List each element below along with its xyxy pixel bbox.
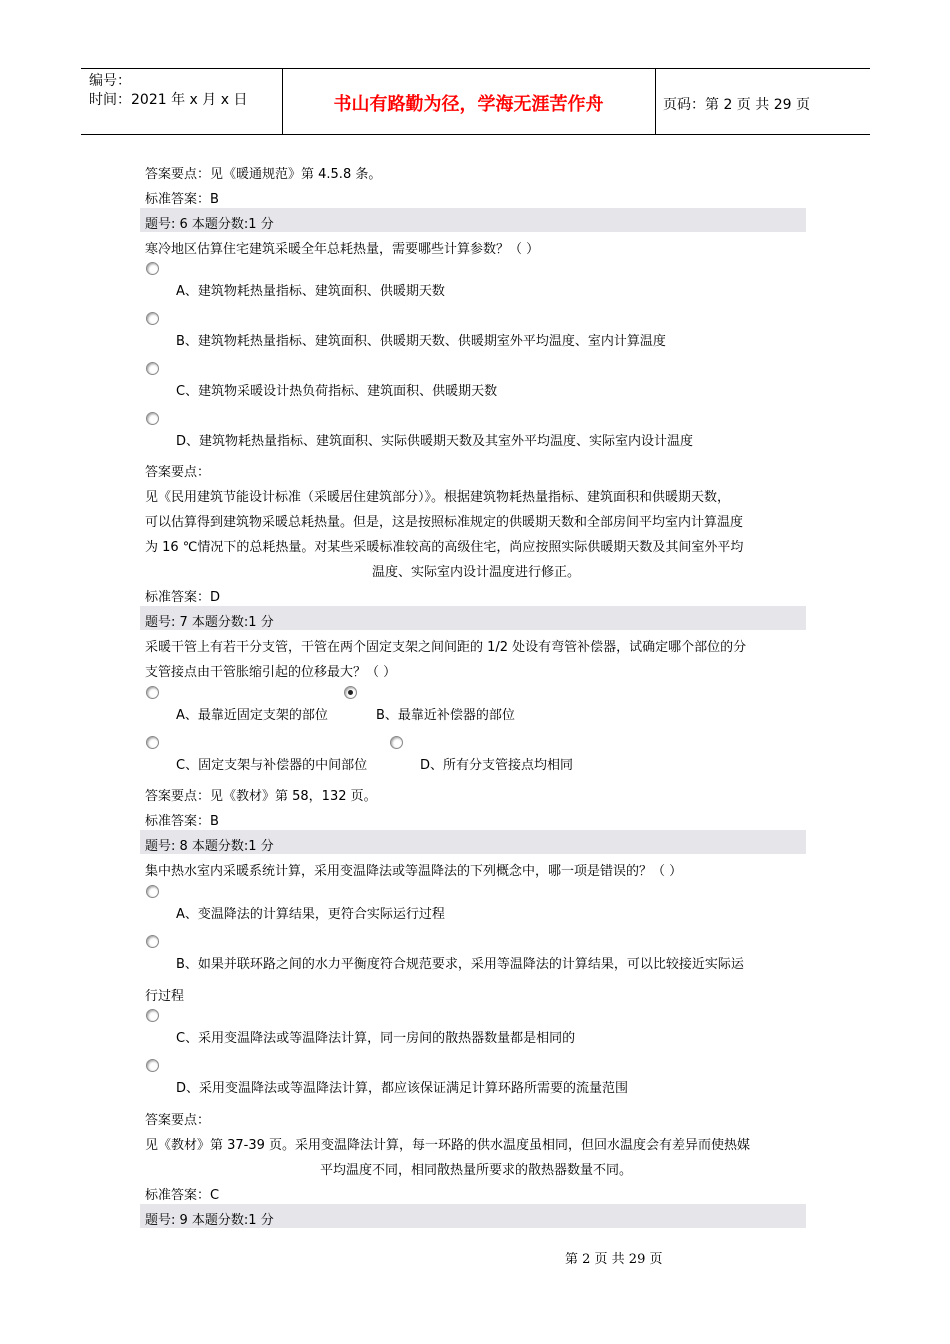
answer-explanation-line: 平均温度不同，相同散热量所要求的散热器数量不同。: [319, 1163, 632, 1178]
number-label: 编号：: [89, 73, 131, 89]
header-top-rule: [81, 68, 870, 69]
question-text: 集中热水室内采暖系统计算，采用变温降法或等温降法的下列概念中，哪一项是错误的？（ ）: [145, 864, 683, 879]
radio-option-d[interactable]: [146, 1059, 159, 1072]
header-divider: [655, 68, 656, 135]
option-text: C、采用变温降法或等温降法计算，同一房间的散热器数量都是相同的: [176, 1031, 576, 1046]
question-header-bar: [140, 208, 806, 232]
standard-answer: 标准答案：B: [145, 192, 219, 207]
radio-option-a[interactable]: [146, 686, 159, 699]
option-text: B、如果并联环路之间的水力平衡度符合规范要求，采用等温降法的计算结果，可以比较接近实际运: [176, 957, 744, 972]
question-header-bar: [140, 1204, 806, 1228]
option-text: A、最靠近固定支架的部位: [176, 708, 328, 723]
standard-answer: 标准答案：D: [145, 590, 221, 605]
radio-option-c[interactable]: [146, 1009, 159, 1022]
option-text: D、所有分支管接点均相同: [420, 758, 574, 773]
header-bottom-rule: [81, 134, 870, 135]
answer-points-label: 答案要点：: [145, 465, 211, 480]
radio-option-c[interactable]: [146, 736, 159, 749]
radio-option-b-selected[interactable]: [344, 686, 357, 699]
answer-explanation-line: 见《民用建筑节能设计标准（采暖居住建筑部分）》。根据建筑物耗热量指标、建筑面积和供暖期天数，: [145, 490, 731, 505]
question-text: 支管接点由干管胀缩引起的位移最大？（ ）: [145, 665, 397, 680]
radio-option-c[interactable]: [146, 362, 159, 375]
question-text: 采暖干管上有若干分支管，干管在两个固定支架之间间距的 1/2 处设有弯管补偿器，试确定哪个部位的分: [145, 640, 747, 655]
page-header: [81, 68, 870, 136]
radio-option-a[interactable]: [146, 262, 159, 275]
answer-points: 答案要点：见《暖通规范》第 4.5.8 条。: [145, 167, 382, 182]
option-text: B、建筑物耗热量指标、建筑面积、供暖期天数、供暖期室外平均温度、室内计算温度: [176, 334, 666, 349]
header-left-cell: [89, 72, 247, 110]
option-text: C、建筑物采暖设计热负荷指标、建筑面积、供暖期天数: [176, 384, 498, 399]
radio-option-b[interactable]: [146, 935, 159, 948]
option-text: B、最靠近补偿器的部位: [376, 708, 515, 723]
option-text: D、采用变温降法或等温降法计算，都应该保证满足计算环路所需要的流量范围: [176, 1081, 629, 1096]
answer-points-label: 答案要点：: [145, 1113, 211, 1128]
radio-option-d[interactable]: [390, 736, 403, 749]
question-header-label: 题号: 6 本题分数:1 分: [145, 217, 274, 232]
question-header-label: 题号: 9 本题分数:1 分: [145, 1213, 274, 1228]
option-text: C、固定支架与补偿器的中间部位: [176, 758, 368, 773]
answer-points: 答案要点：见《教材》第 58，132 页。: [145, 789, 377, 804]
answer-explanation-line: 可以估算得到建筑物采暖总耗热量。但是，这是按照标准规定的供暖期天数和全部房间平均室内计算温度: [145, 515, 744, 530]
radio-option-a[interactable]: [146, 885, 159, 898]
question-header-label: 题号: 8 本题分数:1 分: [145, 839, 274, 854]
standard-answer: 标准答案：B: [145, 814, 219, 829]
answer-explanation-line: 为 16 ℃情况下的总耗热量。对某些采暖标准较高的高级住宅，尚应按照实际供暖期天数及其间室外平均: [145, 540, 744, 555]
page-footer: 第 2 页 共 29 页: [565, 1252, 663, 1267]
question-header-bar: [140, 830, 806, 854]
question-text: 寒冷地区估算住宅建筑采暖全年总耗热量，需要哪些计算参数？（ ）: [145, 242, 540, 257]
header-page-code: 页码：第 2 页 共 29 页: [663, 97, 810, 113]
header-motto: 书山有路勤为径，学海无涯苦作舟: [333, 94, 604, 115]
answer-explanation-line: 温度、实际室内设计温度进行修正。: [371, 565, 580, 580]
option-text: D、建筑物耗热量指标、建筑面积、实际供暖期天数及其室外平均温度、实际室内设计温度: [176, 434, 694, 449]
option-text-wrap: 行过程: [145, 989, 185, 1004]
option-text: A、变温降法的计算结果，更符合实际运行过程: [176, 907, 445, 922]
answer-explanation-line: 见《教材》第 37-39 页。采用变温降法计算，每一环路的供水温度虽相同，但回水温度会有差异而使热媒: [145, 1138, 751, 1153]
radio-option-b[interactable]: [146, 312, 159, 325]
radio-option-d[interactable]: [146, 412, 159, 425]
time-label: 时间：2021 年 x 月 x 日: [89, 92, 248, 108]
question-header-bar: [140, 606, 806, 630]
question-header-label: 题号: 7 本题分数:1 分: [145, 615, 274, 630]
option-text: A、建筑物耗热量指标、建筑面积、供暖期天数: [176, 284, 445, 299]
standard-answer: 标准答案：C: [145, 1188, 220, 1203]
